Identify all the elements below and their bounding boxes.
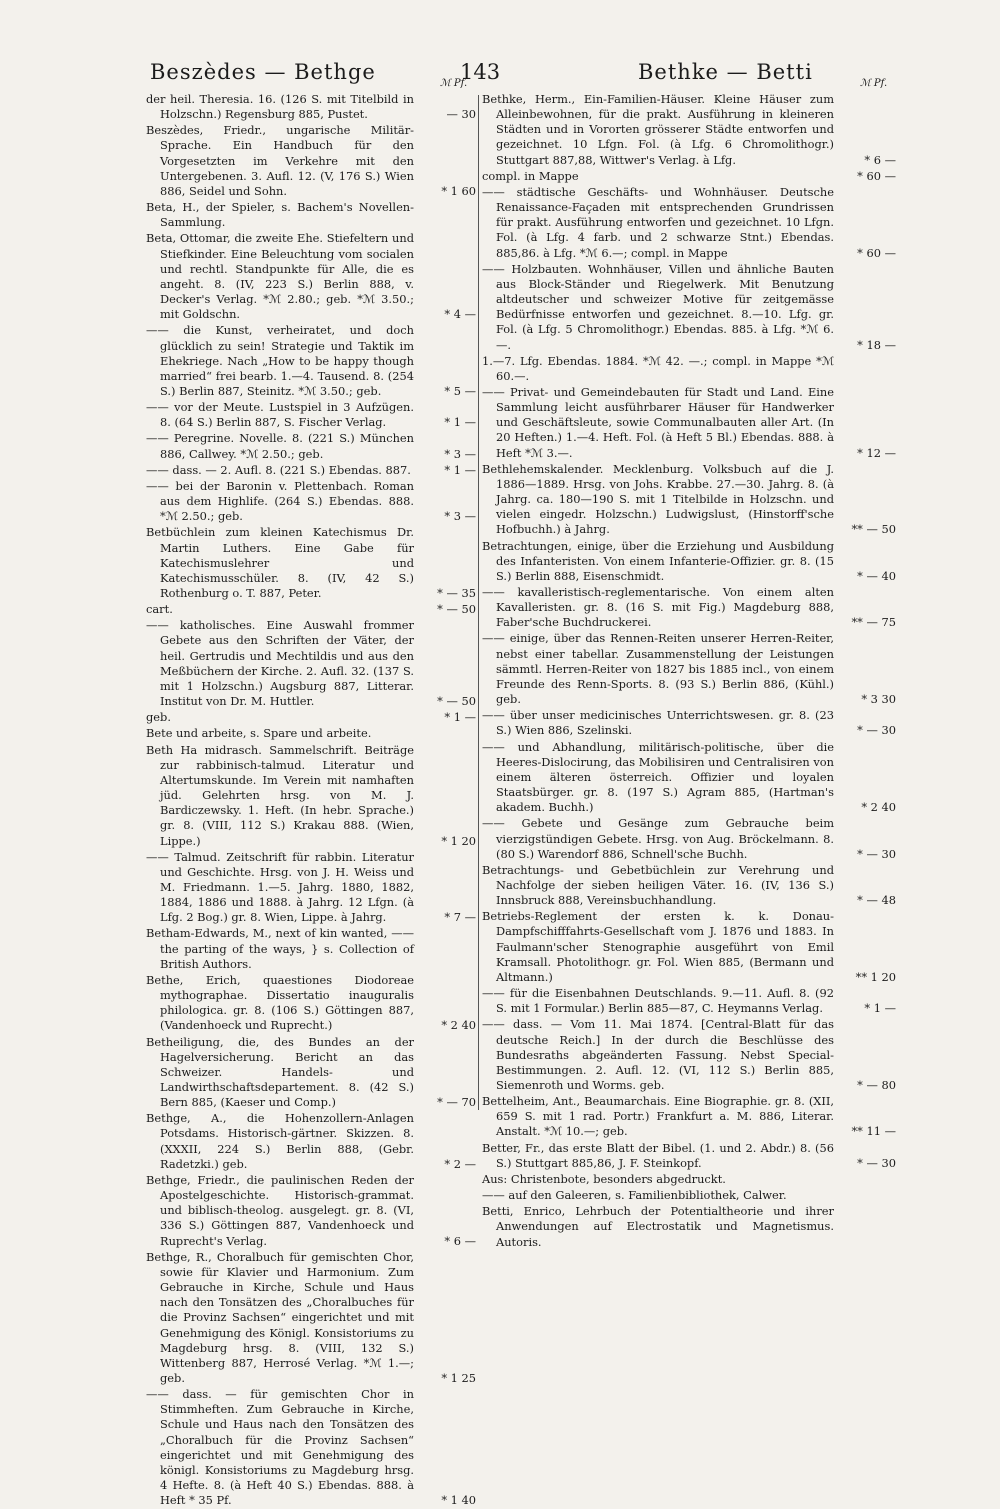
entry-text: Bethge, Friedr., die paulinischen Reden der Apostelgeschichte. Historisch-grammat. und biblisch-theolog. ausgelegt. gr. 8. (VI, 336 S.) Göttingen 887, Vandenhoeck und Ruprecht's Verlag. — [146, 1172, 414, 1248]
catalog-entry — [482, 539, 896, 584]
catalog-entry — [146, 1173, 476, 1249]
entry-price: ** — 75 — [851, 615, 896, 630]
header-left: Beszèdes — Bethge — [150, 60, 376, 84]
entry-price: * 3 — — [444, 446, 476, 461]
entry-price: * — 70 — [437, 1095, 476, 1110]
catalog-entry — [482, 1204, 896, 1249]
catalog-entry — [146, 726, 476, 741]
catalog-entry — [482, 708, 896, 738]
entry-text: compl. in Mappe — [482, 168, 579, 183]
entry-text: —— über unser medicinisches Unterrichtswesen. gr. 8. (23 S.) Wien 886, Szelinski. — [482, 708, 834, 738]
catalog-entry — [146, 1111, 476, 1172]
entry-price: * 3 30 — [861, 692, 896, 707]
entry-text: —— vor der Meute. Lustspiel in 3 Aufzügen. 8. (64 S.) Berlin 887, S. Fischer Verlag. — [146, 400, 414, 430]
entry-text: Beta, Ottomar, die zweite Ehe. Stiefeltern und Stiefkinder. Eine Beleuchtung vom socialen und rechtl. Standpunkte für Alle, die es angeht. 8. (IV, 223 S.) Berlin 888, v. Decker's Verlag. *ℳ 2.80.; geb. *ℳ 3.50.; mit Goldschn. — [146, 231, 414, 322]
entry-price: * — 50 — [437, 602, 476, 617]
catalog-entry — [146, 973, 476, 1034]
entry-price: * — 30 — [857, 723, 896, 738]
entry-text: Aus: Christenbote, besonders abgedruckt. — [482, 1171, 726, 1186]
catalog-entry — [146, 431, 476, 461]
catalog-entry — [482, 462, 896, 538]
entry-text: —— Privat- und Gemeindebauten für Stadt und Land. Eine Sammlung leicht ausführbarer Häuser für Handwerker und Geschäftsleute, sowie Communalbauten aller Art. (In 20 Heften.) 1.—4. Heft. Fol. (à Heft 5 Bl.) Ebendas. 888. à Heft *ℳ 3.—. — [482, 384, 834, 460]
entry-price: * 6 — — [864, 152, 896, 167]
entry-price: * — 30 — [857, 1155, 896, 1170]
entry-text: —— Gebete und Gesänge zum Gebrauche beim vierzigstündigen Gebete. Hrsg. von Aug. Bröckelmann. 8. (80 S.) Warendorf 886, Schnell'sche Buchh. — [482, 816, 834, 861]
catalog-entry — [146, 602, 476, 617]
catalog-entry — [146, 850, 476, 926]
entry-price: * 6 — — [444, 1233, 476, 1248]
catalog-entry — [146, 123, 476, 199]
right-entry-list — [482, 92, 896, 1251]
entry-price: * 1 60 — [441, 183, 476, 198]
catalog-entry — [482, 740, 896, 816]
entry-text: cart. — [146, 602, 173, 617]
entry-price: * — 50 — [437, 694, 476, 709]
catalog-entry — [482, 92, 896, 168]
entry-text: —— katholisches. Eine Auswahl frommer Gebete aus den Schriften der Väter, der heil. Gertrudis und Mechtildis und aus den Meßbüchern der Kirche. 2. Aufl. 32. (137 S. mit 1 Holzschn.) Augsburg 887, Litterar. Institut von Dr. M. Huttler. — [146, 618, 414, 709]
entry-text: —— dass. — für gemischten Chor in Stimmheften. Zum Gebrauche in Kirche, Schule und Haus nach den Tonsätzen des „Choralbuch für die Provinz Sachsen“ eingerichtet und mit Genehmigung des königl. Konsistoriums zu Magdeburg hrsg. 4 Hefte. 8. (à Heft 40 S.) Ebendas. 888. à Heft * 35 Pf. — [146, 1387, 414, 1508]
entry-price: — 30 — [446, 107, 476, 122]
entry-price: * 1 20 — [441, 833, 476, 848]
entry-text: Betti, Enrico, Lehrbuch der Potentialtheorie und ihrer Anwendungen auf Electrostatik und Magnetismus. Autoris. — [482, 1204, 834, 1249]
entry-price: * 18 — — [857, 337, 896, 352]
catalog-entry — [482, 631, 896, 707]
catalog-entry — [482, 816, 896, 861]
catalog-entry — [146, 743, 476, 849]
entry-price: * 7 — — [444, 910, 476, 925]
entry-text: Better, Fr., das erste Blatt der Bibel. (1. und 2. Abdr.) 8. (56 S.) Stuttgart 885,86, J. F. Steinkopf. — [482, 1140, 834, 1170]
catalog-entry — [482, 1094, 896, 1139]
entry-text: —— kavalleristisch-reglementarische. Von einem alten Kavalleristen. gr. 8. (16 S. mit Fig.) Magdeburg 888, Faber'sche Buchdruckerei. — [482, 585, 834, 630]
catalog-entry — [482, 185, 896, 261]
entry-price: * 1 — — [444, 710, 476, 725]
catalog-entry — [482, 354, 896, 384]
entry-price: * 2 — — [444, 1156, 476, 1171]
entry-text: —— Talmud. Zeitschrift für rabbin. Literatur und Geschichte. Hrsg. von J. H. Weiss und M. Friedmann. 1.—5. Jahrg. 1880, 1882, 1884, 1886 und 1888. à Jahrg. 12 Lfgn. (à Lfg. 2 Bog.) gr. 8. Wien, Lippe. à Jahrg. — [146, 849, 414, 925]
catalog-entry — [482, 986, 896, 1016]
page-number: 143 — [460, 60, 501, 84]
currency-header-right: ℳ Pf. — [860, 78, 888, 89]
catalog-entry — [482, 385, 896, 461]
entry-text: Betham-Edwards, M., next of kin wanted, —— the parting of the ways, } s. Collection of British Authors. — [146, 926, 414, 971]
entry-text: Bethge, A., die Hohenzollern-Anlagen Potsdams. Historisch-gärtner. Skizzen. 8. (XXXII, 224 S.) Berlin 888, (Gebr. Radetzki.) geb. — [146, 1111, 414, 1171]
page-header — [0, 60, 1000, 90]
entry-text: —— für die Eisenbahnen Deutschlands. 9.—11. Aufl. 8. (92 S. mit 1 Formular.) Berlin 885—87, C. Heymanns Verlag. — [482, 986, 834, 1016]
catalog-entry — [146, 400, 476, 430]
entry-text: —— städtische Geschäfts- und Wohnhäuser. Deutsche Renaissance-Façaden mit entsprechenden Grundrissen für prakt. Ausführung entworfen und gezeichnet. 10 Lfgn. Fol. (à Lfg. 4 farb. und 2 schwarze Stnt.) Ebendas. 885,86. à Lfg. *ℳ 6.—; compl. in Mappe — [482, 184, 834, 260]
catalog-entry — [146, 463, 476, 478]
catalog-entry — [482, 1017, 896, 1093]
entry-text: Betriebs-Reglement der ersten k. k. Donau-Dampfschifffahrts-Gesellschaft vom J. 1876 und 1883. In Faulmann'scher Stenographie ausgeführt von Emil Kramsall. Photolithogr. gr. Fol. Wien 885, (Bermann und Altmann.) — [482, 909, 834, 984]
catalog-entry — [482, 262, 896, 353]
entry-text: —— auf den Galeeren, s. Familienbibliothek, Calwer. — [482, 1188, 787, 1203]
entry-text: Bete und arbeite, s. Spare und arbeite. — [146, 726, 372, 741]
entry-price: * 60 — — [857, 245, 896, 260]
entry-price: * 4 — — [444, 307, 476, 322]
entry-text: —— Peregrine. Novelle. 8. (221 S.) München 886, Callwey. *ℳ 2.50.; geb. — [146, 431, 414, 461]
catalog-entry — [482, 585, 896, 630]
entry-text: Beszèdes, Friedr., ungarische Militär-Sprache. Ein Handbuch für den Vorgesetzten im Verkehre mit den Untergebenen. 3. Aufl. 12. (V, 176 S.) Wien 886, Seidel und Sohn. — [146, 123, 414, 198]
catalog-entry — [482, 863, 896, 908]
catalog-entry — [146, 231, 476, 322]
entry-text: Betheiligung, die, des Bundes an der Hagelversicherung. Bericht an das Schweizer. Handels- und Landwirthschaftsdepartement. 8. (42 S.) Bern 885, (Kaeser und Comp.) — [146, 1034, 414, 1110]
entry-price: * 2 40 — [441, 1018, 476, 1033]
entry-price: * 3 — — [444, 509, 476, 524]
entry-text: Betrachtungs- und Gebetbüchlein zur Verehrung und Nachfolge der sieben heiligen Väter. 16. (IV, 136 S.) Innsbruck 888, Vereinsbuchhandlung. — [482, 862, 834, 908]
entry-price: * 2 40 — [861, 800, 896, 815]
entry-price: ** — 50 — [851, 522, 896, 537]
entry-price: * — 40 — [857, 568, 896, 583]
catalog-entry — [146, 525, 476, 601]
entry-text: Betrachtungen, einige, über die Erziehung und Ausbildung des Infanteristen. Von einem Infanterie-Offizier. gr. 8. (15 S.) Berlin 888, Eisenschmidt. — [482, 538, 834, 583]
entry-price: * — 80 — [857, 1078, 896, 1092]
entry-text: Bethlehemskalender. Mecklenburg. Volksbuch auf die J. 1886—1889. Hrsg. von Johs. Krabbe. 27.—30. Jahrg. 8. (à Jahrg. ca. 180—190 S. mit 1 Titelbilde in Holzschn. und vielen eingedr. Holzschn.) Ludwigslust, (Hinstorff'sche Hofbuchh.) à Jahrg. — [482, 461, 834, 537]
catalog-entry — [146, 200, 476, 230]
entry-text: —— einige, über das Rennen-Reiten unserer Herren-Reiter, nebst einer tabellar. Zusammenstellung der Leistungen sämmtl. Herren-Reiter von 1827 bis 1885 incl., von einem Freunde des Renn-Sports. 8. (93 S.) Berlin 886, (Kühl.) geb. — [482, 631, 834, 707]
entry-text: Beth Ha midrasch. Sammelschrift. Beiträge zur rabbinisch-talmud. Literatur und Altertumskunde. Im Verein mit namhaften jüd. Gelehrten hrsg. von M. J. Bardiczewsky. 1. Heft. (In hebr. Sprache.) gr. 8. (VIII, 112 S.) Krakau 888. (Wien, Lippe.) — [146, 742, 414, 848]
catalog-entry — [146, 1387, 476, 1508]
entry-text: geb. — [146, 710, 171, 725]
entry-price: * 1 — — [864, 1001, 896, 1016]
catalog-entry — [146, 710, 476, 725]
entry-text: —— und Abhandlung, militärisch-politische, über die Heeres-Dislocirung, das Mobilisiren und Centralisiren von einem älteren österreich. Offizier und loyalen Staatsbürger. gr. 8. (197 S.) Agram 885, (Hartman's akadem. Buchh.) — [482, 739, 834, 815]
catalog-entry — [482, 169, 896, 184]
entry-text: —— dass. — Vom 11. Mai 1874. [Central-Blatt für das deutsche Reich.] In der durch die Beschlüsse des Bundesraths abgeänderten Fassung. Nebst Special-Bestimmungen. 2. Aufl. 12. (VI, 112 S.) Berlin 885, Siemenroth und Worms. geb. — [482, 1017, 834, 1092]
catalog-entry — [146, 1035, 476, 1111]
entry-text: —— Holzbauten. Wohnhäuser, Villen und ähnliche Bauten aus Block-Ständer und Riegelwerk. Mit Benutzung altdeutscher und schweizer Motive für zeitgemässe Bedürfnisse entworfen und gezeichnet. 8.—10. Lfg. gr. Fol. (à Lfg. 5 Chromolithogr.) Ebendas. 885. à Lfg. *ℳ 6.—. — [482, 261, 834, 352]
entry-price: * 12 — — [857, 445, 896, 460]
currency-header-left: ℳ Pf. — [440, 78, 468, 89]
catalog-entry — [482, 1188, 896, 1203]
entry-price: * 5 — — [444, 383, 476, 398]
catalog-entry — [146, 92, 476, 122]
catalog-entry — [482, 1172, 896, 1187]
entry-text: —— dass. — 2. Aufl. 8. (221 S.) Ebendas. 887. — [146, 462, 411, 477]
entry-text: Bethe, Erich, quaestiones Diodoreae mythographae. Dissertatio inauguralis philologica. gr. 8. (106 S.) Göttingen 887, (Vandenhoeck und Ruprecht.) — [146, 972, 414, 1033]
entry-text: Bettelheim, Ant., Beaumarchais. Eine Biographie. gr. 8. (XII, 659 S. mit 1 rad. Portr.) Frankfurt a. M. 886, Literar. Anstalt. *ℳ 10.—; geb. — [482, 1094, 834, 1139]
header-right: Bethke — Betti — [638, 60, 813, 84]
entry-text: Bethge, R., Choralbuch für gemischten Chor, sowie für Klavier und Harmonium. Zum Gebrauche in Kirche, Schule und Haus nach den Tonsätzen des „Choralbuches für die Provinz Sachsen“ eingerichtet und mit Genehmigung des Königl. Konsistoriums zu Magdeburg hrsg. 8. (VIII, 132 S.) Wittenberg 887, Herrosé Verlag. *ℳ 1.—; geb. — [146, 1249, 414, 1385]
entry-text: —— die Kunst, verheiratet, und doch glücklich zu sein! Strategie und Taktik im Ehekriege. Nach „How to be happy though married“ frei bearb. 1.—4. Tausend. 8. (254 S.) Berlin 887, Steinitz. *ℳ 3.50.; geb. — [146, 323, 414, 398]
entry-price: * — 48 — [857, 893, 896, 908]
entry-text: Betbüchlein zum kleinen Katechismus Dr. Martin Luthers. Eine Gabe für Katechismuslehrer und Katechismusschüler. 8. (IV, 42 S.) Rothenburg o. T. 887, Peter. — [146, 525, 414, 600]
entry-price: ** 1 20 — [855, 969, 896, 984]
entry-price: * 60 — — [857, 168, 896, 183]
catalog-entry — [146, 323, 476, 399]
entry-price: * 1 — — [444, 462, 476, 477]
catalog-entry — [146, 479, 476, 524]
catalog-entry — [482, 1141, 896, 1171]
entry-price: * 1 — — [444, 415, 476, 430]
entry-price: ** 11 — — [851, 1124, 896, 1139]
entry-price: * 1 40 — [441, 1493, 476, 1508]
catalog-entry — [146, 926, 476, 971]
entry-text: Bethke, Herm., Ein-Familien-Häuser. Kleine Häuser zum Alleinbewohnen, für die prakt. Ausführung in kleineren Städten und in Vororten grösserer Städte entworfen und gezeichnet. 10 Lfgn. Fol. (à Lfg. 6 Chromolithogr.) Stuttgart 887,88, Wittwer's Verlag. à Lfg. — [482, 92, 834, 167]
column-divider — [478, 95, 479, 1110]
entry-price: * — 35 — [437, 586, 476, 600]
catalog-entry — [482, 909, 896, 985]
entry-price: * 1 25 — [441, 1370, 476, 1385]
catalog-entry — [146, 618, 476, 709]
left-entry-list — [146, 92, 476, 1509]
entry-text: —— bei der Baronin v. Plettenbach. Roman aus dem Highlife. (264 S.) Ebendas. 888. *ℳ 2.50.; geb. — [146, 478, 414, 524]
catalog-entry — [146, 1250, 476, 1386]
entry-text: der heil. Theresia. 16. (126 S. mit Titelbild in Holzschn.) Regensburg 885, Pustet. — [146, 92, 414, 122]
entry-price: * — 30 — [857, 846, 896, 861]
entry-text: Beta, H., der Spieler, s. Bachem's Novellen-Sammlung. — [146, 200, 414, 230]
entry-text: 1.—7. Lfg. Ebendas. 1884. *ℳ 42. —.; compl. in Mappe *ℳ 60.—. — [482, 353, 834, 383]
